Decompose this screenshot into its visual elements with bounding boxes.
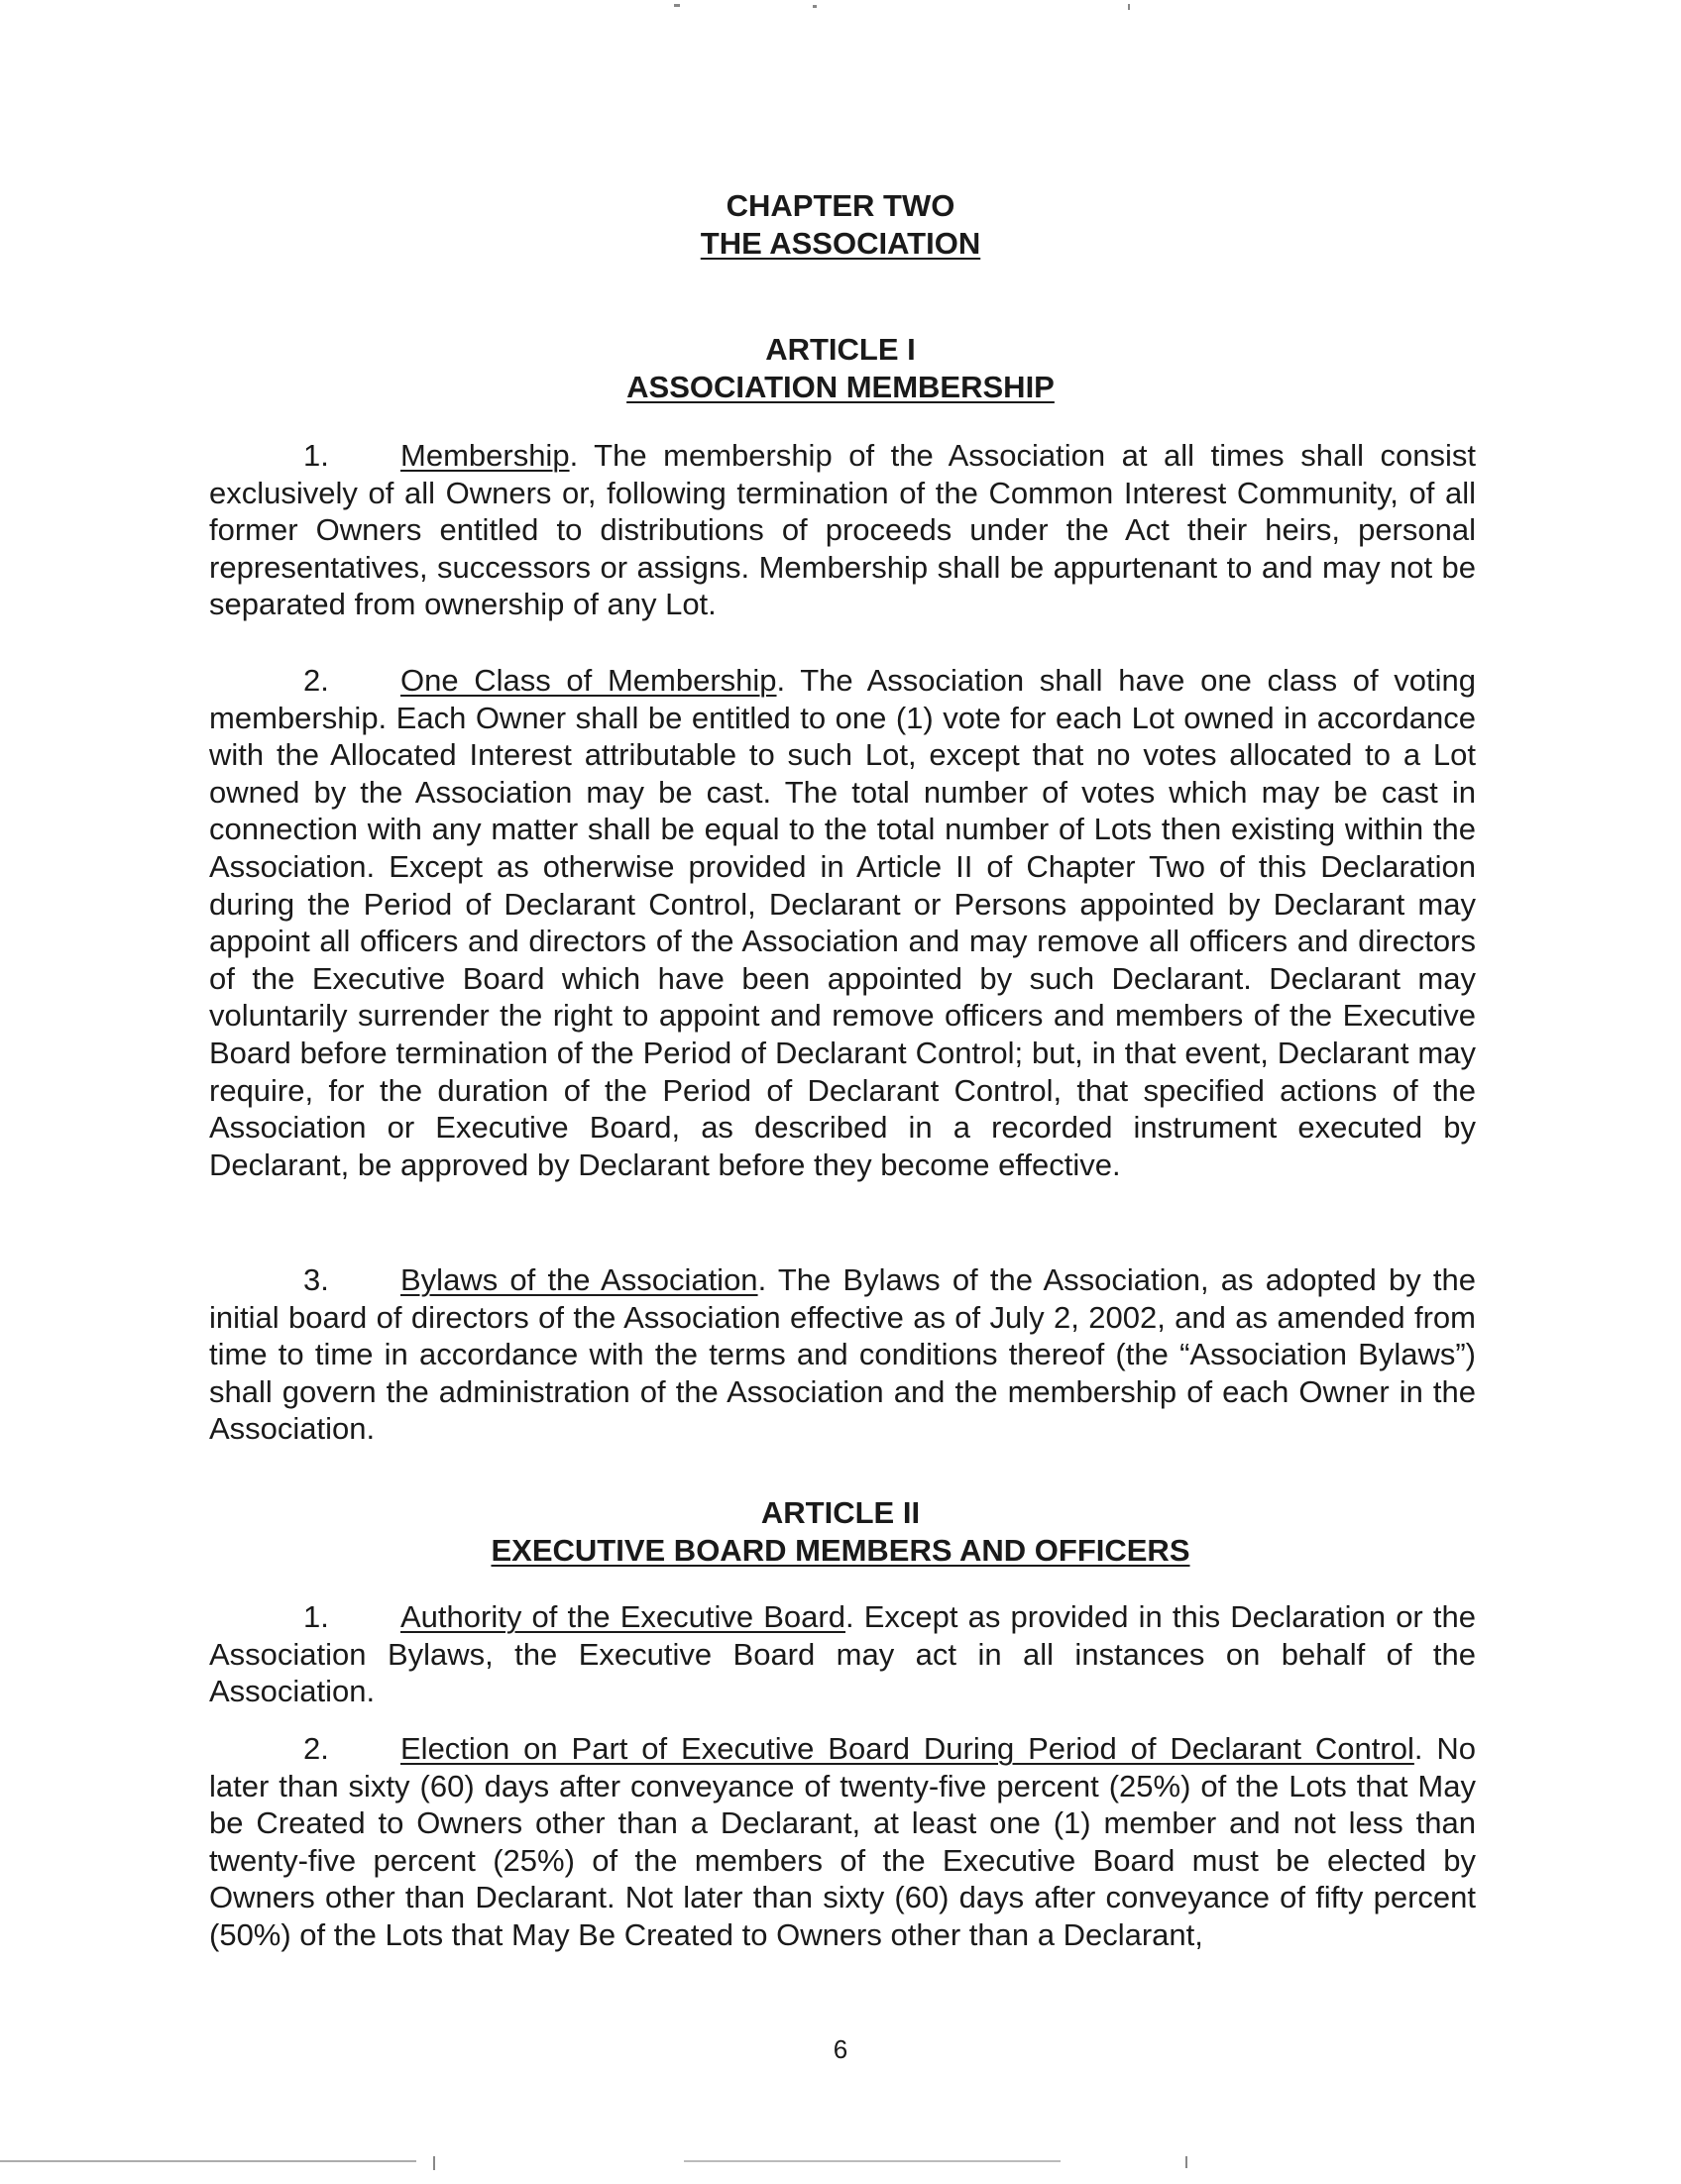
article-2-heading xyxy=(0,1494,1681,1570)
article-2-section-2 xyxy=(209,1730,1476,1954)
section-body: . No later than sixty (60) days after conveyance of twenty-five percent (25%) of the Lots that May be Created to Owners other than a Declarant, at least one (1) member and not less than twenty-five percent (25%) of the members of the Executive Board must be elected by Owners other than Declarant. Not later than sixty (60) days after conveyance of fifty percent (50%) of the Lots that May Be Created to Owners other than a Declarant, xyxy=(209,1731,1476,1952)
section-number: 2. xyxy=(303,1731,329,1766)
article-1-title-text: ASSOCIATION MEMBERSHIP xyxy=(626,370,1055,404)
chapter-title-text: THE ASSOCIATION xyxy=(700,226,981,261)
section-body: . The Association shall have one class of voting membership. Each Owner shall be entitled to one (1) vote for each Lot owned in accordance with the Allocated Interest attributable to such Lot, except that no votes allocated to a Lot owned by the Association may be cast. The total number of votes which may be cast in connection with any matter shall be equal to the total number of Lots then existing within the Association. Except as otherwise provided in Article II of Chapter Two of this Declaration during the Period of Declarant Control, Declarant or Persons appointed by Declarant may appoint all officers and directors of the Association and may remove all officers and directors of the Executive Board which have been appointed by such Declarant. Declarant may voluntarily surrender the right to appoint and remove officers and members of the Executive Board before termination of the Period of Declarant Control; but, in that event, Declarant may require, for the duration of the Period of Declarant Control, that specified actions of the Association or Executive Board, as described in a recorded instrument executed by Declarant, be approved by Declarant before they become effective. xyxy=(209,663,1476,1182)
section-body: . Except as provided in this Declaration or the Association Bylaws, the Executive Board may act in all instances on behalf of the Association. xyxy=(209,1599,1476,1709)
section-number: 3. xyxy=(303,1262,329,1297)
article-1-section-3 xyxy=(209,1261,1476,1448)
scan-artifact-top xyxy=(1128,4,1130,10)
section-title: Bylaws of the Association xyxy=(400,1262,758,1297)
chapter-heading xyxy=(0,187,1681,263)
scan-artifact-top xyxy=(674,4,680,7)
article-2-title-text: EXECUTIVE BOARD MEMBERS AND OFFICERS xyxy=(491,1533,1190,1568)
scan-artifact-top xyxy=(813,5,817,8)
article-1-heading xyxy=(0,331,1681,406)
section-body: . The membership of the Association at all times shall consist exclusively of all Owners or, following termination of the Common Interest Community, of all former Owners entitled to distributions of proceeds under the Act their heirs, personal representatives, successors or assigns. Membership shall be appurtenant to and may not be separated from ownership of any Lot. xyxy=(209,438,1476,622)
scan-artifact-bottom xyxy=(684,2160,1061,2162)
section-number: 1. xyxy=(303,438,329,473)
section-title: Membership xyxy=(400,438,570,473)
article-2-title xyxy=(0,1532,1681,1570)
article-2-number: ARTICLE II xyxy=(760,1495,921,1530)
section-title: One Class of Membership xyxy=(400,663,777,698)
article-1-section-1 xyxy=(209,437,1476,623)
scan-artifact-bottom xyxy=(1185,2156,1187,2168)
article-2-section-1 xyxy=(209,1598,1476,1710)
section-body: . The Bylaws of the Association, as adopted by the initial board of directors of the Association effective as of July 2, 2002, and as amended from time to time in accordance with the terms and conditions thereof (the “Association Bylaws”) shall govern the administration of the Association and the membership of each Owner in the Association. xyxy=(209,1262,1477,1447)
article-1-section-2 xyxy=(209,662,1476,1183)
section-title: Authority of the Executive Board xyxy=(400,1599,845,1634)
scan-artifact-bottom xyxy=(0,2160,416,2162)
page-number: 6 xyxy=(833,2034,848,2064)
article-1-number: ARTICLE I xyxy=(765,332,916,367)
article-1-title xyxy=(0,369,1681,406)
section-title: Election on Part of Executive Board During Period of Declarant Control xyxy=(400,1731,1414,1766)
scan-artifact-bottom xyxy=(433,2156,435,2170)
chapter-number: CHAPTER TWO xyxy=(726,188,955,223)
chapter-title xyxy=(0,225,1681,263)
section-number: 2. xyxy=(303,663,329,698)
section-number: 1. xyxy=(303,1599,329,1634)
